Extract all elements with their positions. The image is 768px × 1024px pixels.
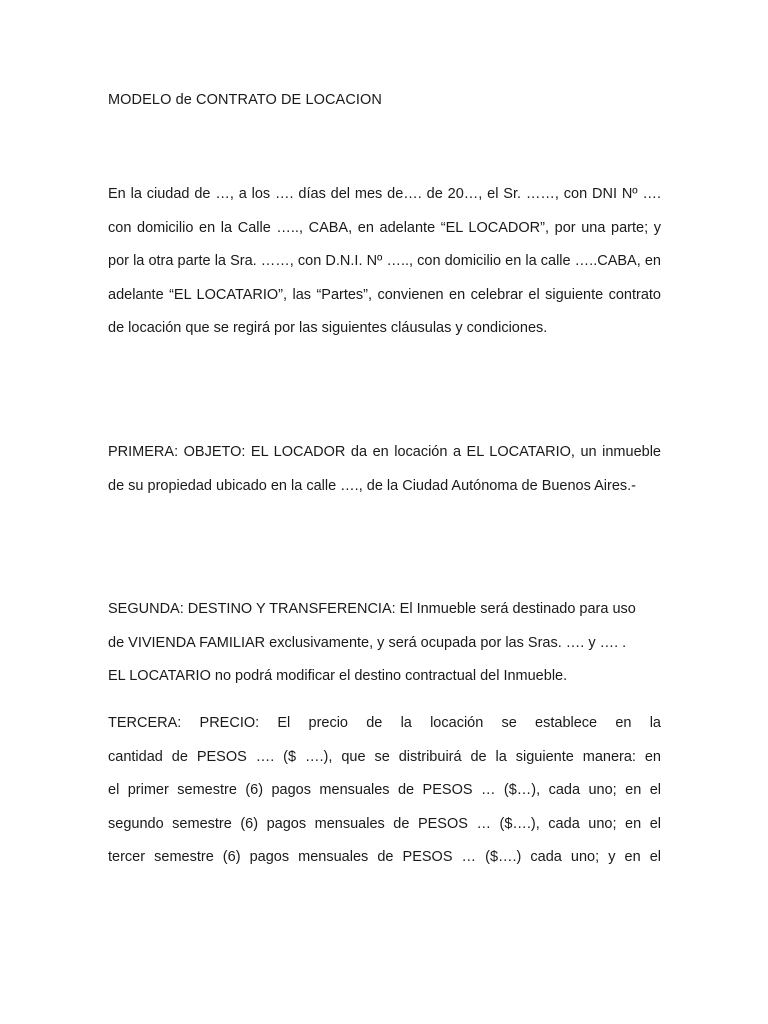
clause-tercera-line: cantidad de PESOS …. ($ ….), que se distribuirá de la siguiente manera: en: [108, 748, 661, 765]
intro-paragraph: En la ciudad de …, a los …. días del mes de…. de 20…, el Sr. ……, con DNI Nº …. con domicilio en la Calle ….., CABA, en adelante “EL LOCADOR”, por una parte; y por la otra parte la Sra. ……, con D.N.I. Nº ….., con domicilio en la calle …..CABA, en adelante “EL LOCATARIO”, las “Partes”, convienen en celebrar el siguiente contrato de locación que se regirá por las siguientes cláusulas y condiciones.: [108, 186, 661, 336]
clause-tercera-line: el primer semestre (6) pagos mensuales de PESOS … ($…), cada uno; en el: [108, 782, 661, 798]
clause-segunda-line: de VIVIENDA FAMILIAR exclusivamente, y será ocupada por las Sras. …. y …. .: [108, 634, 627, 651]
clause-segunda: [108, 593, 661, 694]
document-title: MODELO de CONTRATO DE LOCACION: [108, 92, 382, 108]
clause-tercera: [108, 707, 661, 875]
clause-primera: PRIMERA: OBJETO: EL LOCADOR da en locación a EL LOCATARIO, un inmueble de su propiedad ubicado en la calle …., de la Ciudad Autónoma de Buenos Aires.-: [108, 444, 661, 494]
clause-segunda-line: SEGUNDA: DESTINO Y TRANSFERENCIA: El Inmueble será destinado para uso: [108, 601, 636, 617]
clause-tercera-line: TERCERA: PRECIO: El precio de la locación se establece en la: [108, 715, 661, 731]
clause-segunda-line: EL LOCATARIO no podrá modificar el destino contractual del Inmueble.: [108, 668, 568, 684]
clause-tercera-line: segundo semestre (6) pagos mensuales de PESOS … ($….), cada uno; en el: [108, 815, 661, 832]
clause-tercera-line: tercer semestre (6) pagos mensuales de PESOS … ($….) cada uno; y en el: [108, 849, 661, 865]
